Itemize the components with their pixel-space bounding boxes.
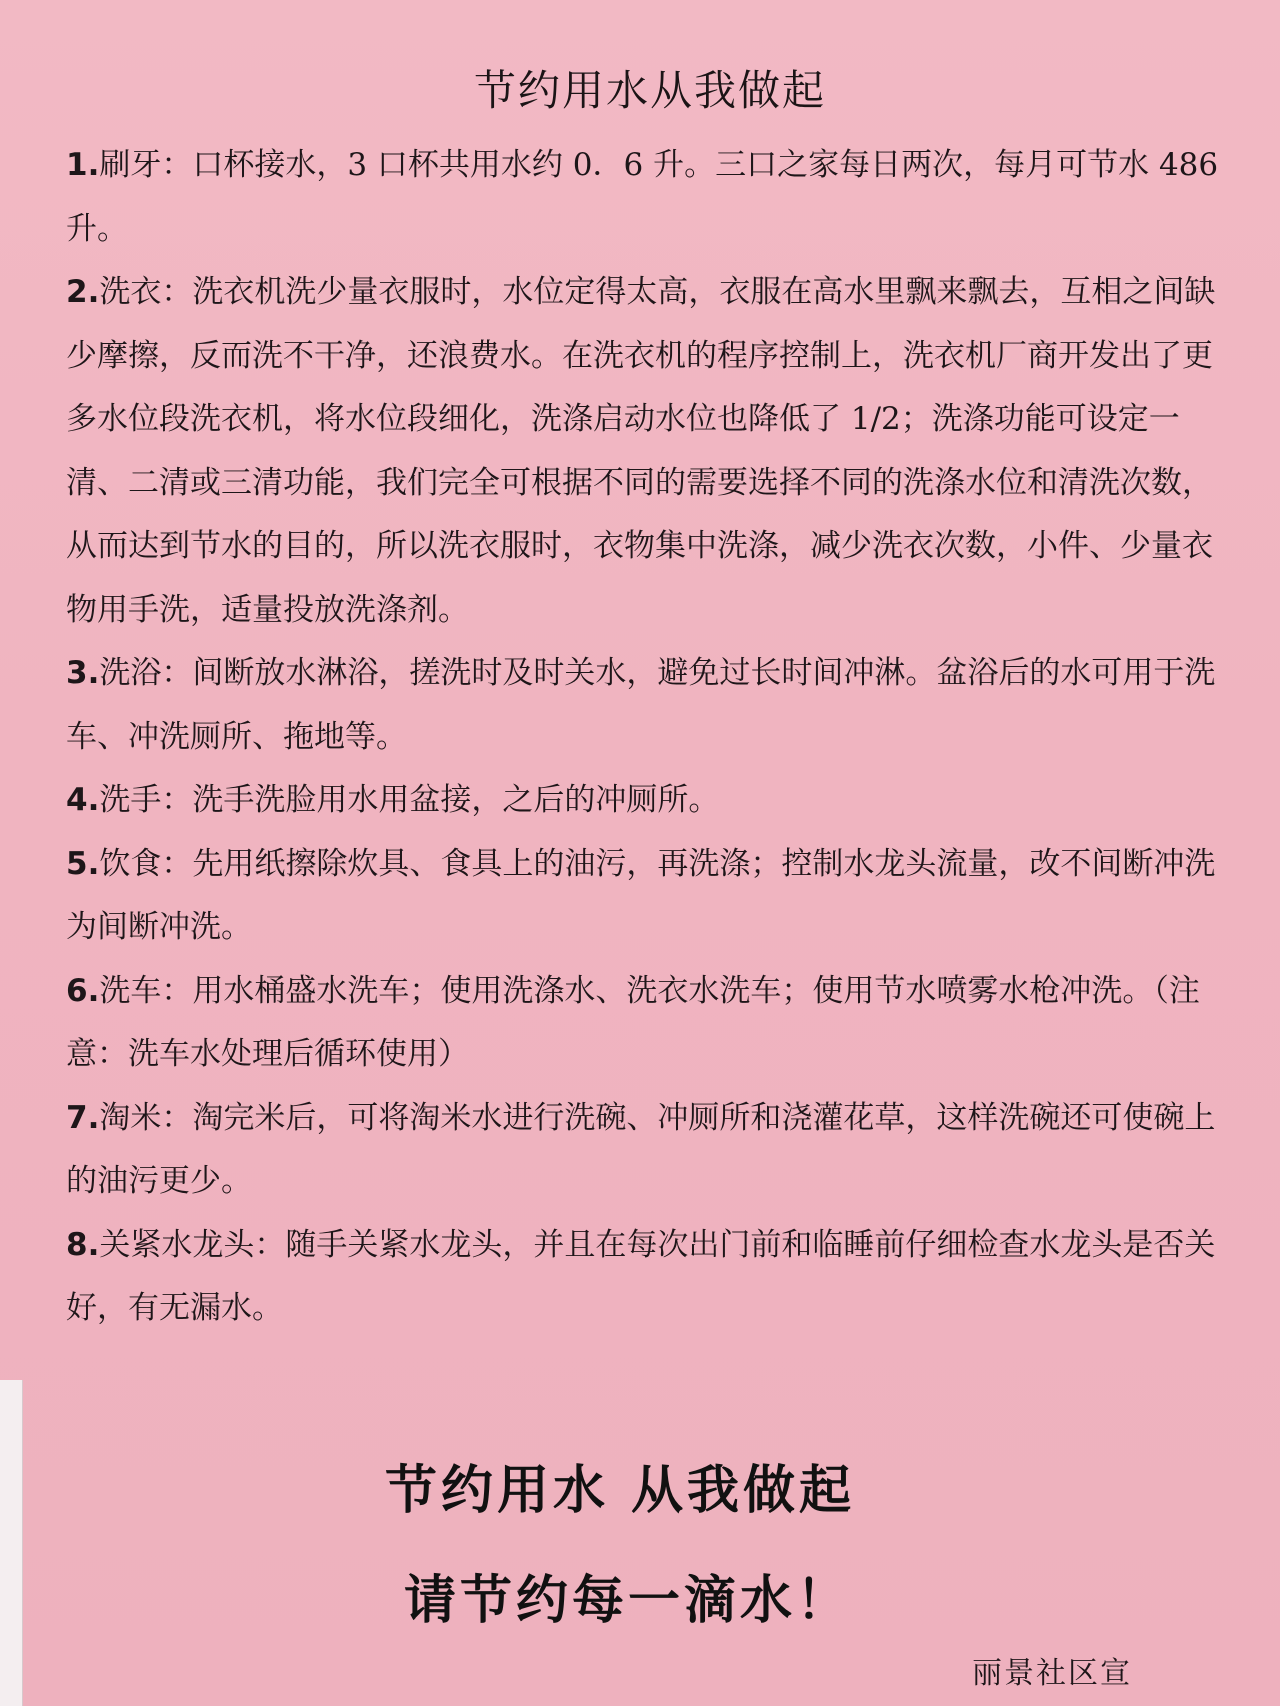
tip-item-8 — [66, 1214, 1241, 1341]
tip-number: 6. — [66, 972, 100, 1009]
tip-number: 1. — [66, 147, 100, 183]
tip-number: 8. — [66, 1226, 100, 1263]
tip-text: 洗浴：间断放水淋浴，搓洗时及时关水，避免过长时间冲淋。盆浴后的水可用于洗车、冲洗厕所、拖地等。 — [66, 655, 1216, 755]
issuer-signature: 丽景社区宣 — [972, 1656, 1132, 1691]
tip-text: 关紧水龙头：随手关紧水龙头，并且在每次出门前和临睡前仔细检查水龙头是否关好，有无漏水。 — [66, 1226, 1216, 1326]
background-paper-edge — [0, 1380, 23, 1706]
tip-text: 刷牙：口杯接水，3 口杯共用水约 0．6 升。三口之家每日两次，每月可节水 486 升。 — [66, 147, 1219, 247]
tip-item-6 — [66, 960, 1241, 1087]
tip-text: 淘米：淘完米后，可将淘米水进行洗碗、冲厕所和浇灌花草，这样洗碗还可使碗上的油污更少。 — [66, 1099, 1216, 1199]
tip-item-2 — [66, 261, 1241, 642]
slogan-line-1: 节约用水 从我做起 — [384, 1461, 856, 1521]
tip-item-4 — [66, 769, 1241, 833]
tip-number: 7. — [66, 1099, 100, 1136]
notice-body — [66, 134, 1241, 1341]
tip-number: 5. — [66, 845, 100, 882]
tip-item-3 — [66, 642, 1241, 769]
tip-text: 饮食：先用纸擦除炊具、食具上的油污，再洗涤；控制水龙头流量，改不间断冲洗为间断冲洗。 — [66, 845, 1216, 945]
tip-item-5 — [66, 833, 1241, 960]
tip-number: 2. — [66, 274, 100, 310]
tip-text: 洗衣：洗衣机洗少量衣服时，水位定得太高，衣服在高水里飘来飘去，互相之间缺少摩擦，反而洗不干净，还浪费水。在洗衣机的程序控制上，洗衣机厂商开发出了更多水位段洗衣机，将水位段细化，洗涤启动水位也降低了 1/2；洗涤功能可设定一清、二清或三清功能，我们完全可根据不同的需要选择不同的洗涤水位和清洗次数，从而达到节水的目的，所以洗衣服时，衣物集中洗涤，减少洗衣次数，小件、少量衣物用手洗，适量投放洗涤剂。 — [66, 274, 1216, 628]
tip-text: 洗车：用水桶盛水洗车；使用洗涤水、洗衣水洗车；使用节水喷雾水枪冲洗。（注意：洗车水处理后循环使用） — [66, 972, 1200, 1072]
slogan-line-2: 请节约每一滴水！ — [403, 1571, 852, 1631]
tip-number: 4. — [66, 782, 100, 818]
tip-number: 3. — [66, 655, 100, 691]
tip-item-1 — [66, 134, 1241, 261]
notice-title: 节约用水从我做起 — [473, 66, 826, 115]
tip-item-7 — [66, 1087, 1241, 1214]
tip-text: 洗手：洗手洗脸用水用盆接，之后的冲厕所。 — [99, 782, 720, 818]
